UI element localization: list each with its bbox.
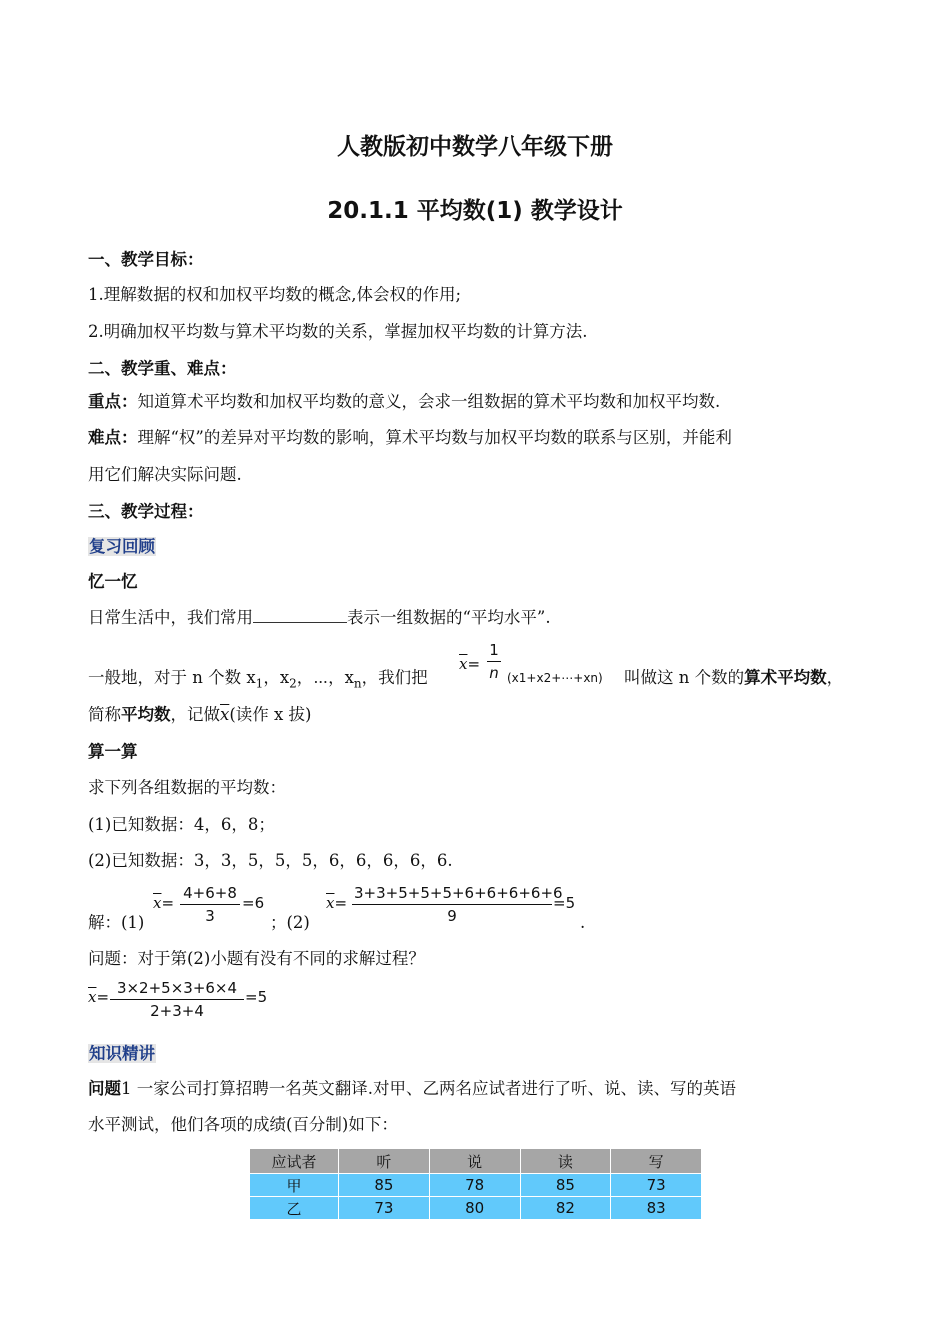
- difficulty-text-2: 用它们解决实际问题.: [88, 465, 242, 484]
- sol2-lhs: $\overline{x}=$: [326, 894, 348, 912]
- def-text-f: ，: [826, 668, 844, 687]
- alt-result: =5: [245, 988, 268, 1006]
- sol1-lhs: $\overline{x}=$: [153, 894, 175, 912]
- score-table: [249, 1148, 702, 1220]
- table-cell: 78: [429, 1174, 520, 1197]
- recall-sentence: [88, 606, 551, 630]
- problem-text-1: 1 一家公司打算招聘一名英文翻译.对甲、乙两名应试者进行了听、说、读、写的英语: [121, 1079, 736, 1098]
- difficulty-text-1: 理解“权”的差异对平均数的影响，算术平均数与加权平均数的联系与区别，并能利: [137, 428, 732, 447]
- def-sub-1: 1: [255, 676, 264, 691]
- table-cell: 85: [339, 1174, 430, 1197]
- alt-lhs: $\overline{x}=$: [88, 988, 110, 1006]
- formula-numerator: 1: [487, 640, 501, 662]
- definition-line: [88, 666, 428, 695]
- sol2-fraction: [352, 883, 563, 927]
- knowledge-tag-line: [88, 1042, 156, 1066]
- table-header-cell: 应试者: [250, 1149, 339, 1174]
- sol2-denominator: 9: [447, 907, 457, 925]
- table-header-cell: 说: [429, 1149, 520, 1174]
- section-heading-keypoints: 二、教学重、难点：: [88, 359, 237, 378]
- section-heading-objectives: 一、教学目标：: [88, 250, 204, 269]
- solution-mid: ；(2): [270, 913, 310, 932]
- objective-item-1: 1.理解数据的权和加权平均数的概念,体会权的作用;: [88, 285, 462, 304]
- key-point-label: 重点：: [88, 392, 138, 411]
- def-sub-n: n: [353, 676, 362, 691]
- def-sub-2: 2: [289, 676, 297, 691]
- sol1-denominator: 3: [205, 907, 215, 925]
- calc-title: 算一算: [88, 742, 138, 761]
- table-header-cell: 写: [611, 1149, 702, 1174]
- recall-title: 忆一忆: [88, 572, 138, 591]
- solution-end: .: [580, 913, 586, 932]
- recall-text-b: 表示一组数据的“平均水平”.: [347, 608, 551, 627]
- alt-fraction: [110, 978, 244, 1022]
- problem-text-2: 水平测试，他们各项的成绩(百分制)如下：: [88, 1115, 398, 1134]
- formula-paren: (x1+x2+⋯+xn): [507, 671, 603, 685]
- short-text-c: (读作 x 拔): [229, 705, 312, 724]
- formula-lhs: $\overline{x}=$: [459, 655, 481, 673]
- definition-line-end: [624, 666, 843, 690]
- table-cell: 82: [520, 1197, 611, 1220]
- def-text-d: ，我们把: [361, 668, 428, 687]
- key-point-line: [88, 390, 720, 414]
- solution-label: 解：(1): [88, 913, 145, 932]
- table-cell: 73: [611, 1174, 702, 1197]
- table-cell: 甲: [250, 1174, 339, 1197]
- doc-subtitle: 20.1.1 平均数(1) 教学设计: [327, 198, 623, 224]
- table-cell: 80: [429, 1197, 520, 1220]
- sol1-result: =6: [242, 894, 265, 912]
- knowledge-tag: 知识精讲: [89, 1044, 155, 1063]
- short-text-b: ，记做: [170, 705, 220, 724]
- short-name-line: [88, 703, 311, 727]
- xbar-symbol: $\overline{x}$: [220, 705, 230, 724]
- question-line: 问题：对于第(2)小题有没有不同的求解过程？: [88, 949, 425, 968]
- problem-line-1: [88, 1077, 736, 1101]
- def-text-c: ，⋯，x: [296, 668, 354, 687]
- formula-fraction: [487, 640, 501, 684]
- difficulty-line: [88, 426, 732, 450]
- calc-data-1: (1)已知数据：4，6，8；: [88, 815, 275, 834]
- sol1-numerator: 4+6+8: [180, 883, 240, 905]
- table-row: [250, 1197, 702, 1220]
- formula-denominator: n: [489, 664, 499, 682]
- sol1-fraction: [180, 883, 240, 927]
- table-row: [250, 1174, 702, 1197]
- fill-blank: [253, 606, 347, 623]
- key-point-text: 知道算术平均数和加权平均数的意义，会求一组数据的算术平均数和加权平均数.: [137, 392, 721, 411]
- table-header-row: [250, 1149, 702, 1174]
- table-cell: 85: [520, 1174, 611, 1197]
- short-text-a: 简称: [88, 705, 121, 724]
- alt-numerator: 3×2+5×3+6×4: [110, 978, 244, 1000]
- table-header-cell: 听: [339, 1149, 430, 1174]
- review-tag-line: [88, 535, 156, 559]
- difficulty-label: 难点：: [88, 428, 138, 447]
- sol2-numerator: 3+3+5+5+5+6+6+6+6+6: [352, 883, 552, 905]
- table-cell: 83: [611, 1197, 702, 1220]
- calc-question: 求下列各组数据的平均数：: [88, 778, 286, 797]
- def-text-e: 叫做这 n 个数的: [624, 668, 745, 687]
- table-header-cell: 读: [520, 1149, 611, 1174]
- objective-item-2: 2.明确加权平均数与算术平均数的关系，掌握加权平均数的计算方法.: [88, 322, 588, 341]
- def-bold-term: 算术平均数: [744, 668, 827, 687]
- section-heading-process: 三、教学过程：: [88, 502, 204, 521]
- table-cell: 乙: [250, 1197, 339, 1220]
- calc-data-2: (2)已知数据：3，3，5，5，5，6，6，6，6，6.: [88, 851, 453, 870]
- sol2-result: =5: [553, 894, 576, 912]
- def-text-b: ，x: [263, 668, 290, 687]
- alt-denominator: 2+3+4: [150, 1002, 204, 1020]
- recall-text-a: 日常生活中，我们常用: [88, 608, 253, 627]
- doc-title: 人教版初中数学八年级下册: [337, 134, 613, 160]
- problem-label: 问题: [88, 1079, 121, 1098]
- review-tag: 复习回顾: [89, 537, 155, 556]
- def-text-a: 一般地，对于 n 个数 x: [88, 668, 256, 687]
- short-bold-term: 平均数: [121, 705, 171, 724]
- table-cell: 73: [339, 1197, 430, 1220]
